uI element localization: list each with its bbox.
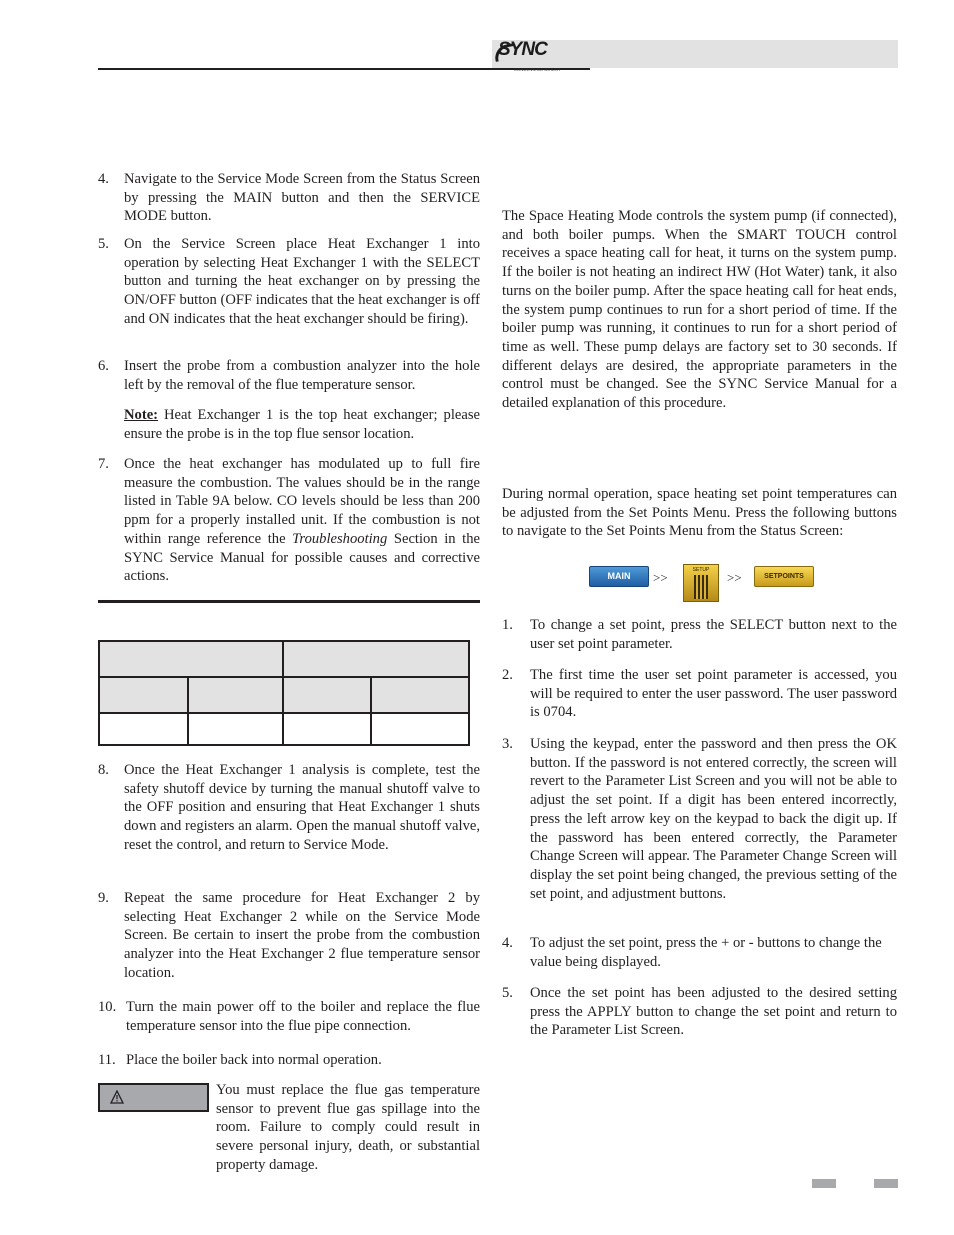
- nav-separator: >>: [727, 570, 742, 585]
- step-11: [98, 1051, 480, 1070]
- step-6: [98, 357, 480, 394]
- step-text: Once the heat exchanger has modulated up to full fire measure the combustion. The values should be in the range listed in Table 9A below. CO levels should be less than 200 ppm for a properly installed unit. If the combustion is not within range reference the Troubleshooting Section in the SYNC Service Manual for possible causes and corrective actions.: [124, 456, 480, 585]
- step-number: 11.: [98, 1052, 116, 1068]
- setpoint-step-2: [502, 666, 897, 722]
- step-number: 9.: [98, 890, 109, 906]
- note-body: Heat Exchanger 1 is the top heat exchanger; please ensure the probe is in the top flue sensor location.: [124, 407, 480, 442]
- step-number: 8.: [98, 762, 109, 778]
- step-text: On the Service Screen place Heat Exchanger 1 into operation by selecting Heat Exchanger 1 with the SELECT button and turning the heat exchanger on by pressing the ON/OFF button (OFF indicates that the heat exchanger is off and ON indicates that the heat exchanger should be firing).: [124, 236, 481, 327]
- step-5: [98, 235, 480, 329]
- note-label: Note:: [124, 407, 159, 423]
- space-heating-paragraph: The Space Heating Mode controls the system pump (if connected), and both boiler pumps. When the SMART TOUCH control receives a space heating call for heat, it turns on the system pump. If the boiler is not heating an indirect HW (Hot Water) tank, it also turns on the boiler pump. After the space heating call for heat ends, the system pump continues to run for a short period of time. If the boiler pump was running, it continues to run for a short period of time as well. These pump delays are factory set to 30 seconds. If different delays are desired, the appropriate parameters in the control must be changed. See the SYNC Service Manual for a detailed explanation of this procedure.: [502, 208, 897, 412]
- step-text: The first time the user set point parameter is accessed, you will be required to enter the user password. The user password is 0704.: [530, 667, 897, 721]
- logo-tagline: CONDENSING BOILER: [514, 67, 561, 72]
- setpoint-intro: During normal operation, space heating set point temperatures can be adjusted from the Set Points Menu. Press the following buttons to navigate to the Set Points Menu from the Status Screen:: [502, 486, 897, 540]
- table-subheader: [284, 678, 372, 714]
- step-text: Repeat the same procedure for Heat Exchanger 2 by selecting Heat Exchanger 2 while on the Service Mode Screen. Be certain to insert the probe from the combustion analyzer into the Heat Exchanger 2 flue temperature sensor location.: [124, 890, 480, 981]
- troubleshooting-italic: Troubleshooting: [292, 530, 388, 547]
- table-9a: [98, 640, 470, 746]
- step-text: To adjust the set point, press the + or - buttons to change the value being displayed.: [530, 935, 882, 970]
- setpoint-step-4: [502, 934, 897, 971]
- table-subheader: [100, 678, 189, 714]
- table-header-group-1: [100, 642, 284, 678]
- step-number: 6.: [98, 358, 109, 374]
- logo-word: SYNC: [498, 39, 547, 60]
- step-number: 3.: [502, 736, 513, 752]
- note: [98, 406, 480, 443]
- setup-label: SETUP: [692, 567, 710, 573]
- section-rule: [98, 600, 480, 603]
- note-text: [124, 406, 480, 443]
- sync-logo: [494, 39, 564, 72]
- warning-triangle-icon: [110, 1090, 124, 1104]
- warning-box: [98, 1083, 209, 1112]
- step-number: 10.: [98, 999, 117, 1015]
- setup-button: [683, 564, 719, 602]
- table-cell: [189, 714, 284, 744]
- step-7: [98, 455, 480, 586]
- step-text: Once the Heat Exchanger 1 analysis is complete, test the safety shutoff device by turning the manual shutoff valve to the OFF position and ensuring that Heat Exchanger 1 shuts down and registers an alarm. Open the manual shutoff valve, reset the control, and return to Service Mode.: [124, 762, 480, 853]
- table-cell: [372, 714, 468, 744]
- step-8: [98, 761, 480, 855]
- nav-separator: >>: [653, 570, 668, 585]
- nav-button-sequence: [589, 564, 819, 602]
- setpoint-step-5: [502, 984, 897, 1040]
- step-text: Once the set point has been adjusted to the desired setting press the APPLY button to change the set point and return to the Parameter List Screen.: [530, 985, 897, 1039]
- footer-mark: [874, 1179, 898, 1188]
- setup-icon: [694, 575, 708, 599]
- setpoints-button: SETPOINTS: [754, 566, 814, 587]
- step-text: Navigate to the Service Mode Screen from the Status Screen by pressing the MAIN button and then the SERVICE MODE button.: [124, 171, 480, 225]
- step-number: 4.: [98, 171, 109, 187]
- step-text: To change a set point, press the SELECT button next to the user set point parameter.: [530, 617, 897, 652]
- table-subheader: [372, 678, 468, 714]
- warning-text: You must replace the flue gas temperature sensor to prevent flue gas spillage into the room. Failure to comply could result in severe personal injury, death, or substantial property damage.: [216, 1082, 480, 1173]
- step-number: 5.: [502, 985, 513, 1001]
- table-cell: [100, 714, 189, 744]
- step-number: 2.: [502, 667, 513, 683]
- step-text: Using the keypad, enter the password and then press the OK button. If the password is not entered correctly, the screen will revert to the Parameter List Screen and you will not be able to adjust the set point. If a digit has been entered incorrectly, press the left arrow key on the keypad to back the digit up. If the password has been entered correctly, the Parameter Change Screen will appear. The Parameter Change Screen will display the set point being changed, the previous setting of the set point, and adjustment buttons.: [530, 736, 897, 902]
- step-text: Turn the main power off to the boiler and replace the flue temperature sensor into the flue pipe connection.: [126, 999, 480, 1034]
- step-text: Place the boiler back into normal operation.: [126, 1052, 382, 1068]
- table-header-group-2: [284, 642, 468, 678]
- table-subheader: [189, 678, 284, 714]
- step-number: 5.: [98, 236, 109, 252]
- footer-mark: [812, 1179, 836, 1188]
- step-number: 7.: [98, 456, 109, 472]
- setpoint-step-3: [502, 735, 897, 903]
- step-number: 1.: [502, 617, 513, 633]
- setpoint-step-1: [502, 616, 897, 653]
- main-button: MAIN: [589, 566, 649, 587]
- step-4: [98, 170, 480, 226]
- step-9: [98, 889, 480, 983]
- step-number: 4.: [502, 935, 513, 951]
- step-text: Insert the probe from a combustion analyzer into the hole left by the removal of the flue temperature sensor.: [124, 358, 480, 393]
- step-10: [98, 998, 480, 1035]
- table-cell: [284, 714, 372, 744]
